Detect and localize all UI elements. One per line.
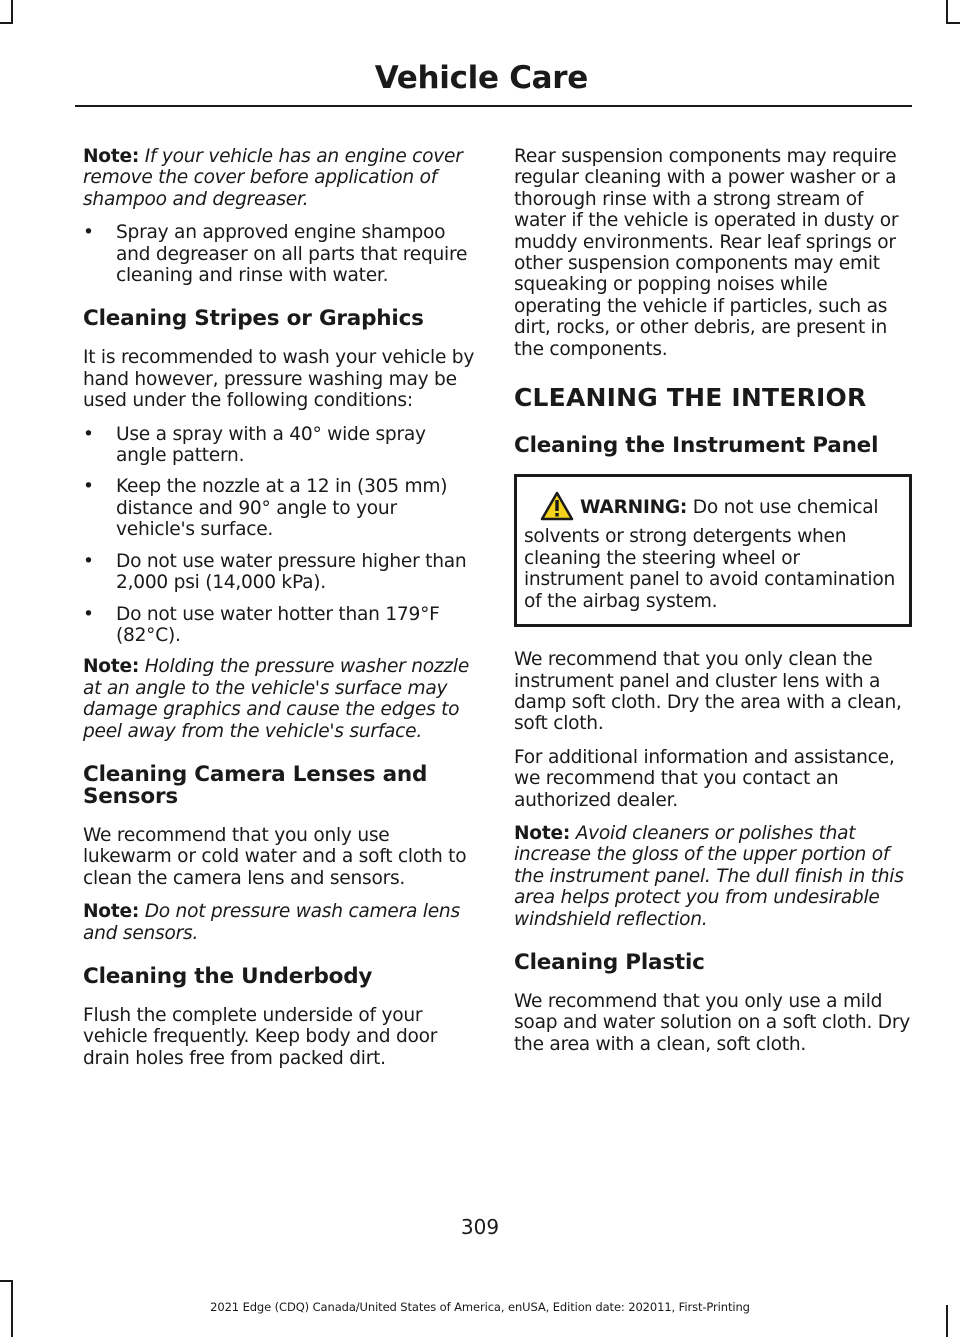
heading-cleaning-plastic: Cleaning Plastic — [514, 949, 705, 975]
heading-cleaning-interior: CLEANING THE INTERIOR — [514, 383, 867, 413]
warning-triangle-icon — [540, 491, 574, 526]
bullet-glyph: • — [83, 476, 94, 498]
warning-label: WARNING: — [580, 497, 688, 519]
bullet-glyph: • — [83, 423, 94, 445]
note-engine-cover — [83, 146, 478, 210]
note-camera — [83, 901, 478, 944]
paragraph-stripes: It is recommended to wash your vehicle by hand however, pressure washing may be used under the following conditions: — [83, 347, 475, 412]
engine-cleaning-list — [83, 222, 478, 286]
bullet-glyph: • — [83, 550, 94, 572]
note-label: Note: — [83, 146, 140, 167]
list-item-text: Do not use water pressure higher than 2,000 psi (14,000 kPa). — [116, 550, 467, 594]
list-item — [83, 222, 478, 286]
right-column — [514, 146, 912, 1067]
list-item-text: Keep the nozzle at a 12 in (305 mm) distance and 90° angle to your vehicle's surface. — [116, 476, 448, 541]
note-pressure-nozzle — [83, 656, 478, 742]
paragraph-camera: We recommend that you only use lukewarm or cold water and a soft cloth to clean the camera lens and sensors. — [83, 824, 467, 889]
heading-cleaning-stripes: Cleaning Stripes or Graphics — [83, 306, 424, 332]
list-item-text: Use a spray with a 40° wide spray angle pattern. — [116, 423, 426, 467]
list-item — [83, 604, 478, 647]
list-item-text: Spray an approved engine shampoo and degreaser on all parts that require cleaning and rinse with water. — [116, 222, 468, 287]
crop-mark-top-right-vertical — [946, 0, 948, 24]
list-item — [83, 551, 478, 594]
paragraph-rear-suspension: Rear suspension components may require regular cleaning with a power washer or a thorough rinse with a strong stream of water if the vehicle is operated in dusty or muddy environments. Rear leaf springs or other suspension components may emit squeaking or popping noises while operating the vehicle if particles, such as dirt, rocks, or other debris, are present in the components. — [514, 146, 899, 360]
paragraph-plastic: We recommend that you only use a mild soap and water solution on a soft cloth. Dry the area with a clean, soft cloth. — [514, 990, 910, 1055]
heading-instrument-panel: Cleaning the Instrument Panel — [514, 433, 879, 459]
crop-mark-bottom-left-horizontal — [0, 1280, 13, 1282]
warning-text: Do not use chemical solvents or strong detergents when cleaning the steering wheel or instrument panel to avoid contamination of the airbag system. — [524, 497, 896, 612]
note-text: If your vehicle has an engine cover remove the cover before application of shampoo and degreaser. — [83, 146, 463, 210]
heading-underbody: Cleaning the Underbody — [83, 963, 373, 989]
warning-box — [514, 474, 912, 627]
heading-camera-lenses: Cleaning Camera Lenses and Sensors — [83, 761, 428, 809]
crop-mark-top-left-horizontal — [0, 22, 13, 24]
left-column — [83, 146, 478, 1081]
bullet-glyph: • — [83, 222, 94, 244]
pressure-washing-conditions-list — [83, 424, 478, 647]
note-text: Avoid cleaners or polishes that increase the gloss of the upper portion of the instrument panel. The dull finish in this area helps protect you from undesirable windshield reflection. — [514, 822, 904, 930]
note-label: Note: — [83, 901, 140, 923]
list-item — [83, 424, 478, 467]
footer-edition: 2021 Edge (CDQ) Canada/United States of America, enUSA, Edition date: 202011, First-Printing — [210, 1300, 750, 1314]
crop-mark-top-left-vertical — [11, 0, 13, 24]
paragraph-panel-recommend: We recommend that you only clean the instrument panel and cluster lens with a damp soft cloth. Dry the area with a clean, soft cloth. — [514, 649, 902, 735]
page-title: Vehicle Care — [374, 60, 588, 96]
note-panel-gloss — [514, 823, 912, 930]
note-label: Note: — [514, 822, 571, 844]
page-number: 309 — [460, 1215, 500, 1239]
note-text: Do not pressure wash camera lens and sensors. — [83, 901, 460, 944]
list-item — [83, 476, 478, 540]
list-item-text: Do not use water hotter than 179°F (82°C). — [116, 603, 440, 646]
note-label: Note: — [83, 656, 140, 678]
bullet-glyph: • — [83, 603, 94, 625]
paragraph-panel-dealer: For additional information and assistance, we recommend that you contact an authorized dealer. — [514, 746, 895, 811]
note-text: Holding the pressure washer nozzle at an angle to the vehicle's surface may damage graphics and cause the edges to peel away from the vehicle's surface. — [83, 656, 470, 742]
paragraph-underbody: Flush the complete underside of your vehicle frequently. Keep body and door drain holes free from packed dirt. — [83, 1004, 438, 1069]
crop-mark-top-right-horizontal — [946, 22, 960, 24]
header-rule — [75, 105, 912, 107]
